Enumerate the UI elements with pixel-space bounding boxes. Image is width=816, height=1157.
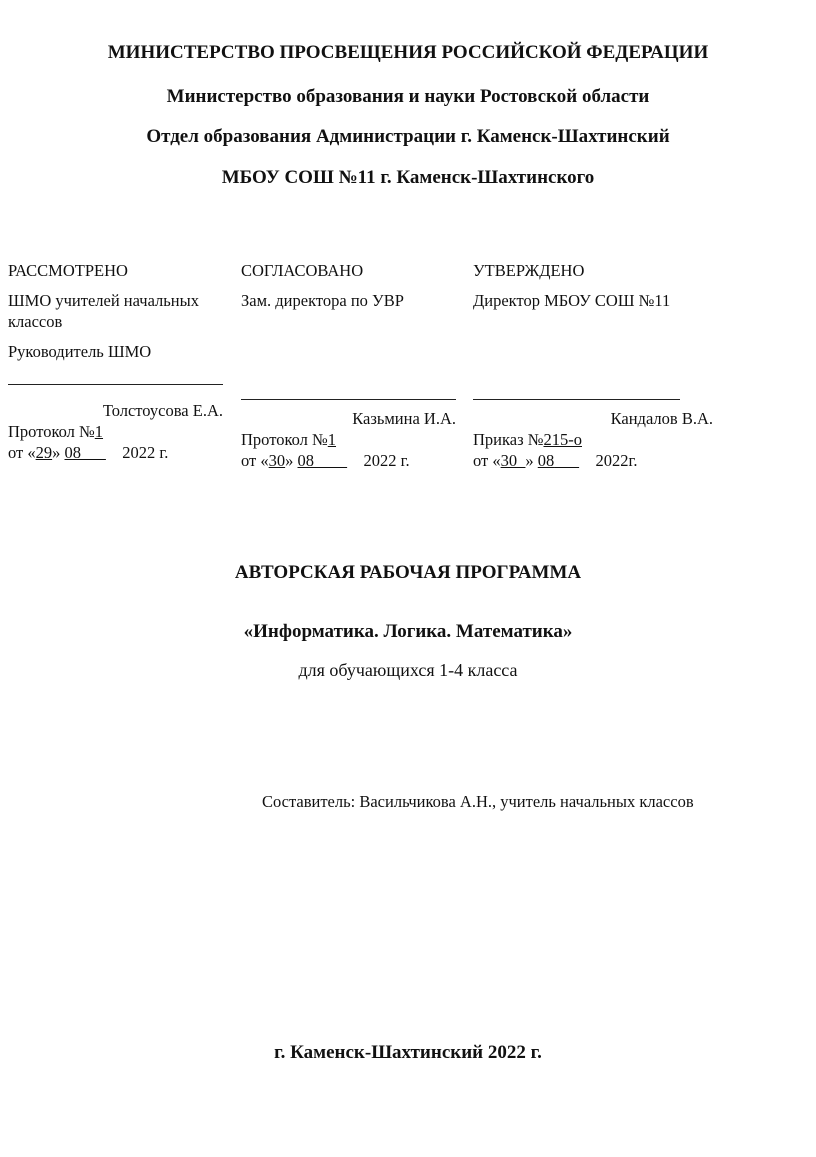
ministry-federal-heading: МИНИСТЕРСТВО ПРОСВЕЩЕНИЯ РОССИЙСКОЙ ФЕДЕРАЦИИ xyxy=(107,42,709,63)
reviewed-org-line2: классов xyxy=(8,312,63,331)
approved-day: 30_ xyxy=(500,451,526,470)
program-author: Составитель: Васильчикова А.Н., учитель начальных классов xyxy=(262,792,694,811)
agreed-protocol-number: 1 xyxy=(327,430,337,449)
department-heading: Отдел образования Администрации г. Каменск-Шахтинский xyxy=(146,126,670,147)
agreed-signatory-name: Казьмина И.А. xyxy=(352,409,456,428)
reviewed-protocol: Протокол №1 xyxy=(8,422,104,441)
program-name-title: «Информатика. Логика. Математика» xyxy=(243,621,573,642)
reviewed-month: 08___ xyxy=(64,443,106,462)
approved-heading: УТВЕРЖДЕНО xyxy=(473,261,585,280)
reviewed-signature-line xyxy=(8,384,223,385)
approved-signature-line xyxy=(473,399,680,400)
agreed-month: 08____ xyxy=(297,451,347,470)
ministry-regional-heading: Министерство образования и науки Ростовской области xyxy=(166,86,650,107)
program-audience: для обучающихся 1-4 класса xyxy=(298,660,518,680)
program-type-title: АВТОРСКАЯ РАБОЧАЯ ПРОГРАММА xyxy=(234,562,582,583)
agreed-role: Зам. директора по УВР xyxy=(241,291,404,310)
reviewed-year: 2022 г. xyxy=(122,443,169,462)
approved-year: 2022г. xyxy=(595,451,638,470)
reviewed-org-line1: ШМО учителей начальных xyxy=(8,291,199,310)
approved-order-number: 215-о xyxy=(543,430,582,449)
approved-date: от «30_» 08___ 2022г. xyxy=(473,451,638,470)
reviewed-signatory-name: Толстоусова Е.А. xyxy=(102,401,223,420)
reviewed-heading: РАССМОТРЕНО xyxy=(8,261,128,280)
school-heading: МБОУ СОШ №11 г. Каменск-Шахтинского xyxy=(221,167,595,188)
approved-month: 08___ xyxy=(537,451,579,470)
reviewed-role: Руководитель ШМО xyxy=(8,342,152,361)
agreed-signature-line xyxy=(241,399,456,400)
approved-signatory-name: Кандалов В.А. xyxy=(610,409,713,428)
approved-order: Приказ №215-о xyxy=(473,430,582,449)
agreed-date: от «30» 08____ 2022 г. xyxy=(241,451,410,470)
approved-role: Директор МБОУ СОШ №11 xyxy=(473,291,671,310)
reviewed-date: от «29» 08___ 2022 г. xyxy=(8,443,169,462)
agreed-year: 2022 г. xyxy=(363,451,410,470)
agreed-protocol: Протокол №1 xyxy=(241,430,337,449)
agreed-day: 30 xyxy=(268,451,286,470)
reviewed-day: 29 xyxy=(35,443,53,462)
reviewed-protocol-number: 1 xyxy=(94,422,104,441)
footer-city-year: г. Каменск-Шахтинский 2022 г. xyxy=(274,1042,542,1063)
agreed-heading: СОГЛАСОВАНО xyxy=(241,261,364,280)
